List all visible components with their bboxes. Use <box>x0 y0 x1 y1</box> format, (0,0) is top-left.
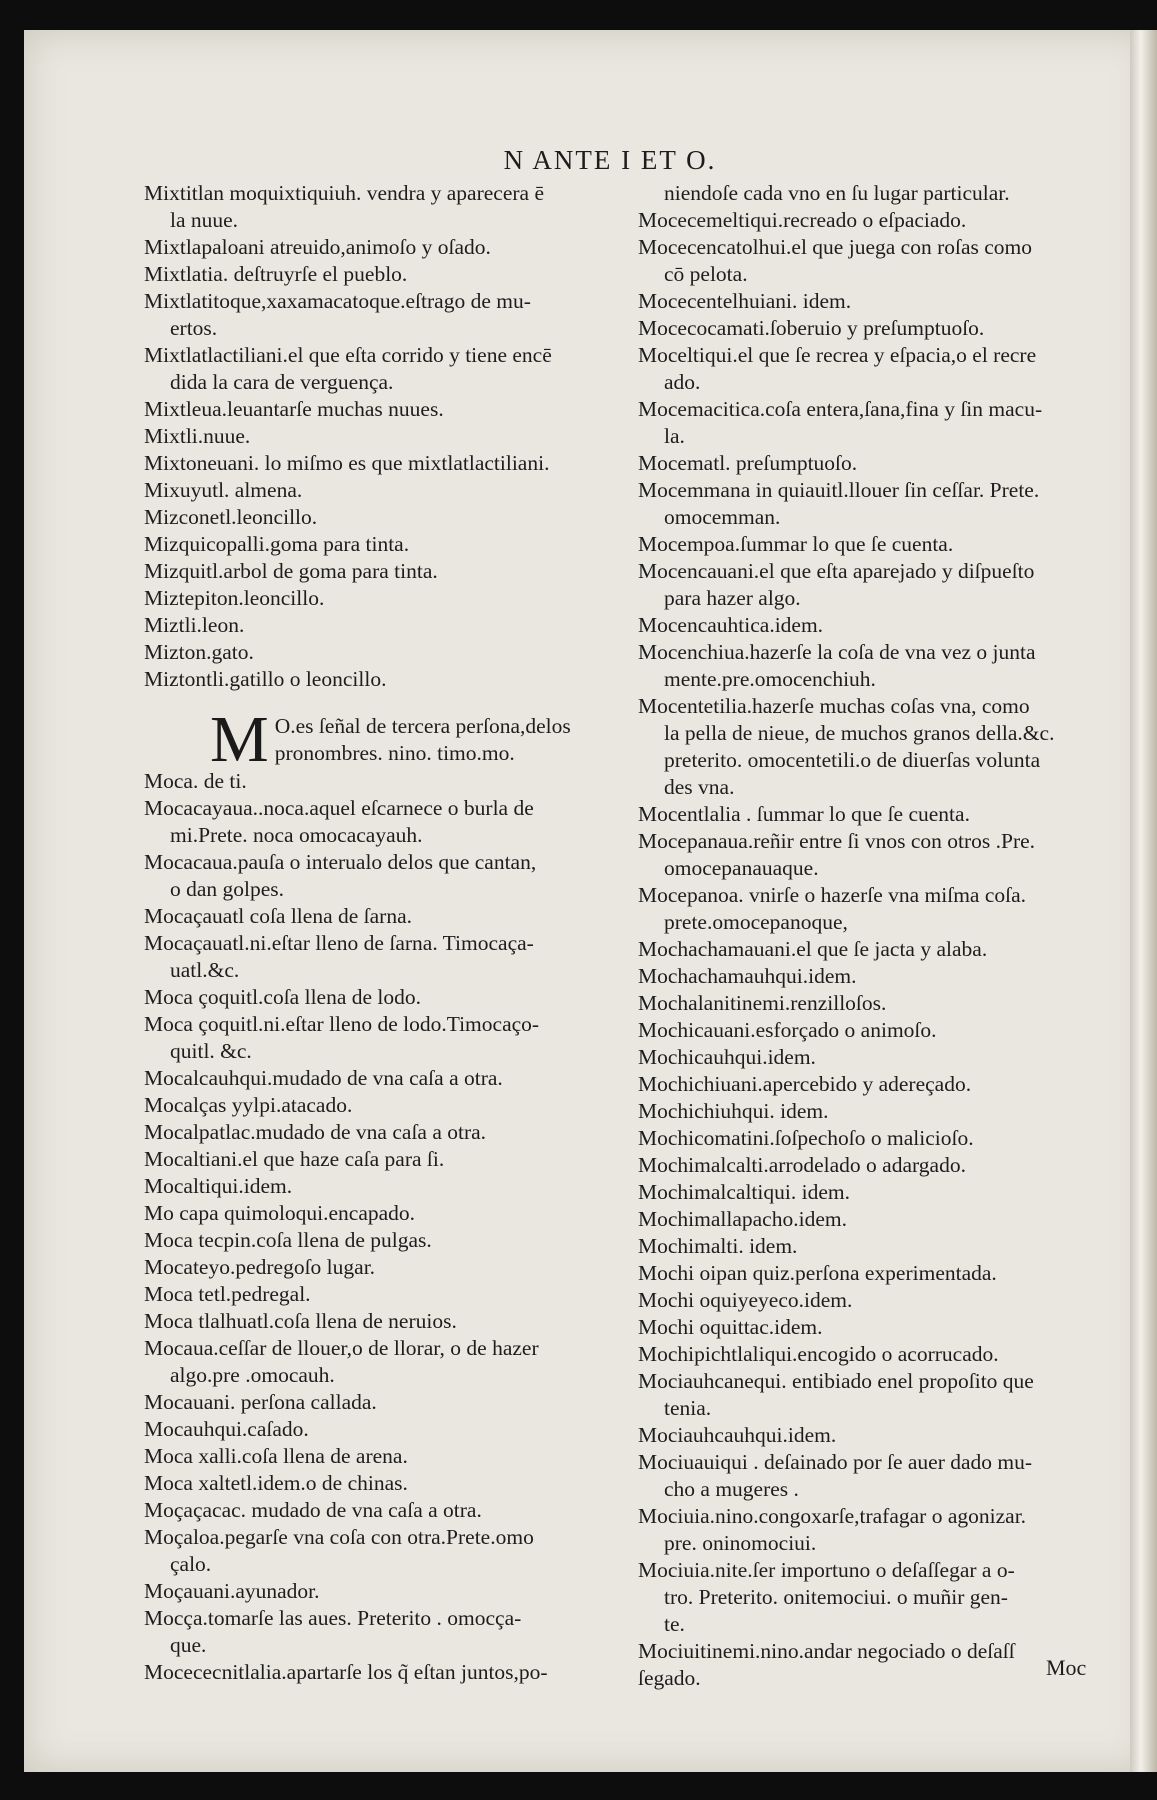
dictionary-entry: Mociauhcauhqui.idem. <box>638 1423 837 1447</box>
entry-continuation: quitl. &c. <box>170 1039 252 1063</box>
dictionary-entry: Mixtlatlactiliani.el que eſta corrido y tiene encē <box>144 343 552 367</box>
dictionary-entry: Moca tetl.pedregal. <box>144 1282 311 1306</box>
dictionary-entry: Moca xalli.coſa llena de arena. <box>144 1444 408 1468</box>
dictionary-entry: Mocaçauatl coſa llena de ſarna. <box>144 904 413 928</box>
entry-continuation: dida la cara de verguença. <box>170 370 394 394</box>
entry-continuation: çalo. <box>170 1552 212 1576</box>
dictionary-entry: ſegado. <box>638 1666 701 1690</box>
dictionary-entry: Mocencauani.el que eſta aparejado y diſpueſto <box>638 559 1035 583</box>
dictionary-entry: Mizconetl.leoncillo. <box>144 505 318 529</box>
left-column-entries-top <box>144 180 620 693</box>
dictionary-entry: Mochicauhqui.idem. <box>638 1045 816 1069</box>
dictionary-entry: Mociuia.nite.ſer importuno o deſaſſegar a o- <box>638 1558 1015 1582</box>
dictionary-entry: Mocalpatlac.mudado de vna caſa a otra. <box>144 1120 487 1144</box>
dictionary-entry: Mocacaua.pauſa o interualo delos que cantan, <box>144 850 537 874</box>
facing-page-edge <box>1130 30 1157 1772</box>
dictionary-entry: Mochi oipan quiz.perſona experimentada. <box>638 1261 997 1285</box>
dictionary-entry: Mochicauani.esforçado o animoſo. <box>638 1018 937 1042</box>
dictionary-entry: Miztli.leon. <box>144 613 245 637</box>
dictionary-entry: Mocenchiua.hazerſe la coſa de vna vez o junta <box>638 640 1036 664</box>
dictionary-entry: Mocateyo.pedregoſo lugar. <box>144 1255 376 1279</box>
entry-continuation: la. <box>664 424 685 448</box>
dictionary-entry: Mocauani. perſona callada. <box>144 1390 377 1414</box>
dictionary-entry: Moca xaltetl.idem.o de chinas. <box>144 1471 408 1495</box>
entry-continuation: pre. oninomociui. <box>664 1531 817 1555</box>
dictionary-entry: Mochi oquittac.idem. <box>638 1315 823 1339</box>
dictionary-entry: Mocencauhtica.idem. <box>638 613 824 637</box>
entry-continuation: omocepanauaque. <box>664 856 819 880</box>
dictionary-entry: Moca çoquitl.coſa llena de lodo. <box>144 985 422 1009</box>
entry-continuation: cō pelota. <box>664 262 748 286</box>
dictionary-entry: Mo capa quimoloqui.encapado. <box>144 1201 416 1225</box>
entry-continuation: preterito. omocentetili.o de diuerſas volunta <box>664 748 1041 772</box>
dictionary-entry: Mocaltiani.el que haze caſa para ſi. <box>144 1147 445 1171</box>
entry-continuation: omocemman. <box>664 505 781 529</box>
dictionary-entry: Mocempoa.ſummar lo que ſe cuenta. <box>638 532 954 556</box>
catchword: Moc <box>1046 1655 1087 1680</box>
dictionary-entry: Mixtli.nuue. <box>144 424 251 448</box>
entry-continuation: mi.Prete. noca omocacayauh. <box>170 823 423 847</box>
dictionary-entry: Mochalanitinemi.renzilloſos. <box>638 991 887 1015</box>
dictionary-entry: Mizton.gato. <box>144 640 254 664</box>
entry-continuation: prete.omocepanoque, <box>664 910 848 934</box>
dictionary-entry: Mixtlapaloani atreuido,animoſo y oſado. <box>144 235 491 259</box>
drop-cap: M <box>210 703 269 776</box>
section-heading-mo <box>144 703 620 776</box>
entry-continuation: la pella de nieue, de muchos granos della.&c. <box>664 721 1055 745</box>
dictionary-entry: Mochipichtlaliqui.encogido o acorrucado. <box>638 1342 999 1366</box>
dictionary-entry: Moçaçacac. mudado de vna caſa a otra. <box>144 1498 482 1522</box>
dictionary-entry: Miztontli.gatillo o leoncillo. <box>144 667 387 691</box>
dictionary-entry: Mochichiuhqui. idem. <box>638 1099 829 1123</box>
dictionary-entry: Mocentetilia.hazerſe muchas coſas vna, como <box>638 694 1030 718</box>
left-column-entries-bottom <box>144 768 620 1686</box>
dictionary-entry: Mochicomatini.ſoſpechoſo o malicioſo. <box>638 1126 974 1150</box>
dictionary-entry: Mocematl. preſumptuoſo. <box>638 451 858 475</box>
dictionary-entry: Mocepanaua.reñir entre ſi vnos con otros .Pre. <box>638 829 1036 853</box>
entry-continuation: te. <box>664 1612 685 1636</box>
dictionary-entry: Mixtitlan moquixtiquiuh. vendra y aparecera ē <box>144 181 545 205</box>
dictionary-entry: Mochimalcalti.arrodelado o adargado. <box>638 1153 966 1177</box>
entry-continuation: des vna. <box>664 775 735 799</box>
dictionary-entry: Mocececnitlalia.apartarſe los q̃ eſtan juntos,po- <box>144 1660 548 1684</box>
dictionary-entry: Moca tlalhuatl.coſa llena de neruios. <box>144 1309 457 1333</box>
entry-continuation: o dan golpes. <box>170 877 285 901</box>
dictionary-entry: Mocaua.ceſſar de llouer,o de llorar, o de hazer <box>144 1336 539 1360</box>
dictionary-entry: Mociuauiqui . deſainado por ſe auer dado mu- <box>638 1450 1033 1474</box>
entry-continuation: para hazer algo. <box>664 586 801 610</box>
dictionary-entry: Mochimalcaltiqui. idem. <box>638 1180 850 1204</box>
entry-continuation: tro. Preterito. onitemociui. o muñir gen- <box>664 1585 1008 1609</box>
dictionary-entry: Miztepiton.leoncillo. <box>144 586 325 610</box>
entry-continuation: que. <box>170 1633 207 1657</box>
dictionary-entry: Mochichiuani.apercebido y adereçado. <box>638 1072 972 1096</box>
dictionary-entry: Mixtlatitoque,xaxamacatoque.eſtrago de mu- <box>144 289 531 313</box>
entry-continuation: niendoſe cada vno en ſu lugar particular. <box>664 181 1010 205</box>
dictionary-entry: Mizquicopalli.goma para tinta. <box>144 532 410 556</box>
dictionary-entry: Moca tecpin.coſa llena de pulgas. <box>144 1228 432 1252</box>
left-column <box>144 180 620 1686</box>
dictionary-entry: Mocacayaua..noca.aquel eſcarnece o burla de <box>144 796 534 820</box>
entry-continuation: la nuue. <box>170 208 239 232</box>
dictionary-entry: Mocemmana in quiauitl.llouer ſin ceſſar. Prete. <box>638 478 1040 502</box>
dictionary-entry: Mocemacitica.coſa entera,ſana,fina y ſin macu- <box>638 397 1043 421</box>
dictionary-entry: Mocecocamati.ſoberuio y preſumptuoſo. <box>638 316 985 340</box>
dictionary-entry: Mocalças yylpi.atacado. <box>144 1093 353 1117</box>
dictionary-entry: Mociuia.nino.congoxarſe,trafagar o agonizar. <box>638 1504 1027 1528</box>
dictionary-entry: Mociauhcanequi. entibiado enel propoſito que <box>638 1369 1034 1393</box>
dictionary-entry: Mocecemeltiqui.recreado o eſpaciado. <box>638 208 967 232</box>
entry-continuation: uatl.&c. <box>170 958 240 982</box>
running-head: N ANTE I ET O. <box>503 145 717 175</box>
dictionary-entry: Moçaloa.pegarſe vna coſa con otra.Prete.omo <box>144 1525 534 1549</box>
dictionary-entry: Mocça.tomarſe las aues. Preterito . omocça- <box>144 1606 522 1630</box>
dictionary-entry: Mochimalti. idem. <box>638 1234 798 1258</box>
dictionary-entry: Mociuitinemi.nino.andar negociado o deſaſſ <box>638 1639 1015 1663</box>
dictionary-entry: Mocaltiqui.idem. <box>144 1174 293 1198</box>
dictionary-entry: Moceltiqui.el que ſe recrea y eſpacia,o el recre <box>638 343 1037 367</box>
entry-continuation: ertos. <box>170 316 218 340</box>
dictionary-entry: Mochachamauhqui.idem. <box>638 964 857 988</box>
dictionary-entry: Mixtoneuani. lo miſmo es que mixtlatlactiliani. <box>144 451 550 475</box>
dictionary-entry: Mochi oquiyeyeco.idem. <box>638 1288 853 1312</box>
dictionary-entry: Mocecencatolhui.el que juega con roſas como <box>638 235 1033 259</box>
section-heading-line-2: pronombres. nino. timo.mo. <box>274 741 515 765</box>
entry-continuation: cho a mugeres . <box>664 1477 799 1501</box>
dictionary-entry: Mocauhqui.caſado. <box>144 1417 309 1441</box>
entry-continuation: tenia. <box>664 1396 712 1420</box>
dictionary-entry: Mocalcauhqui.mudado de vna caſa a otra. <box>144 1066 503 1090</box>
dictionary-entry: Mocecentelhuiani. idem. <box>638 289 852 313</box>
dictionary-entry: Mochachamauani.el que ſe jacta y alaba. <box>638 937 988 961</box>
dictionary-entry: Moca. de ti. <box>144 769 247 793</box>
dictionary-entry: Mochimallapacho.idem. <box>638 1207 847 1231</box>
dictionary-entry: Mocentlalia . ſummar lo que ſe cuenta. <box>638 802 970 826</box>
dictionary-entry: Mixuyutl. almena. <box>144 478 303 502</box>
right-column <box>638 180 1108 1692</box>
dictionary-entry: Moçauani.ayunador. <box>144 1579 320 1603</box>
entry-continuation: mente.pre.omocenchiuh. <box>664 667 876 691</box>
dictionary-entry: Moca çoquitl.ni.eſtar lleno de lodo.Timocaço- <box>144 1012 540 1036</box>
entry-continuation: algo.pre .omocauh. <box>170 1363 335 1387</box>
entry-continuation: ado. <box>664 370 701 394</box>
section-heading-line-1: O.es ſeñal de tercera perſona,delos <box>274 714 571 738</box>
dictionary-entry: Mixtleua.leuantarſe muchas nuues. <box>144 397 444 421</box>
dictionary-entry: Mixtlatia. deſtruyrſe el pueblo. <box>144 262 408 286</box>
dictionary-entry: Mocepanoa. vnirſe o hazerſe vna miſma coſa. <box>638 883 1027 907</box>
dictionary-entry: Mizquitl.arbol de goma para tinta. <box>144 559 438 583</box>
dictionary-entry: Mocaçauatl.ni.eſtar lleno de ſarna. Timocaça- <box>144 931 534 955</box>
